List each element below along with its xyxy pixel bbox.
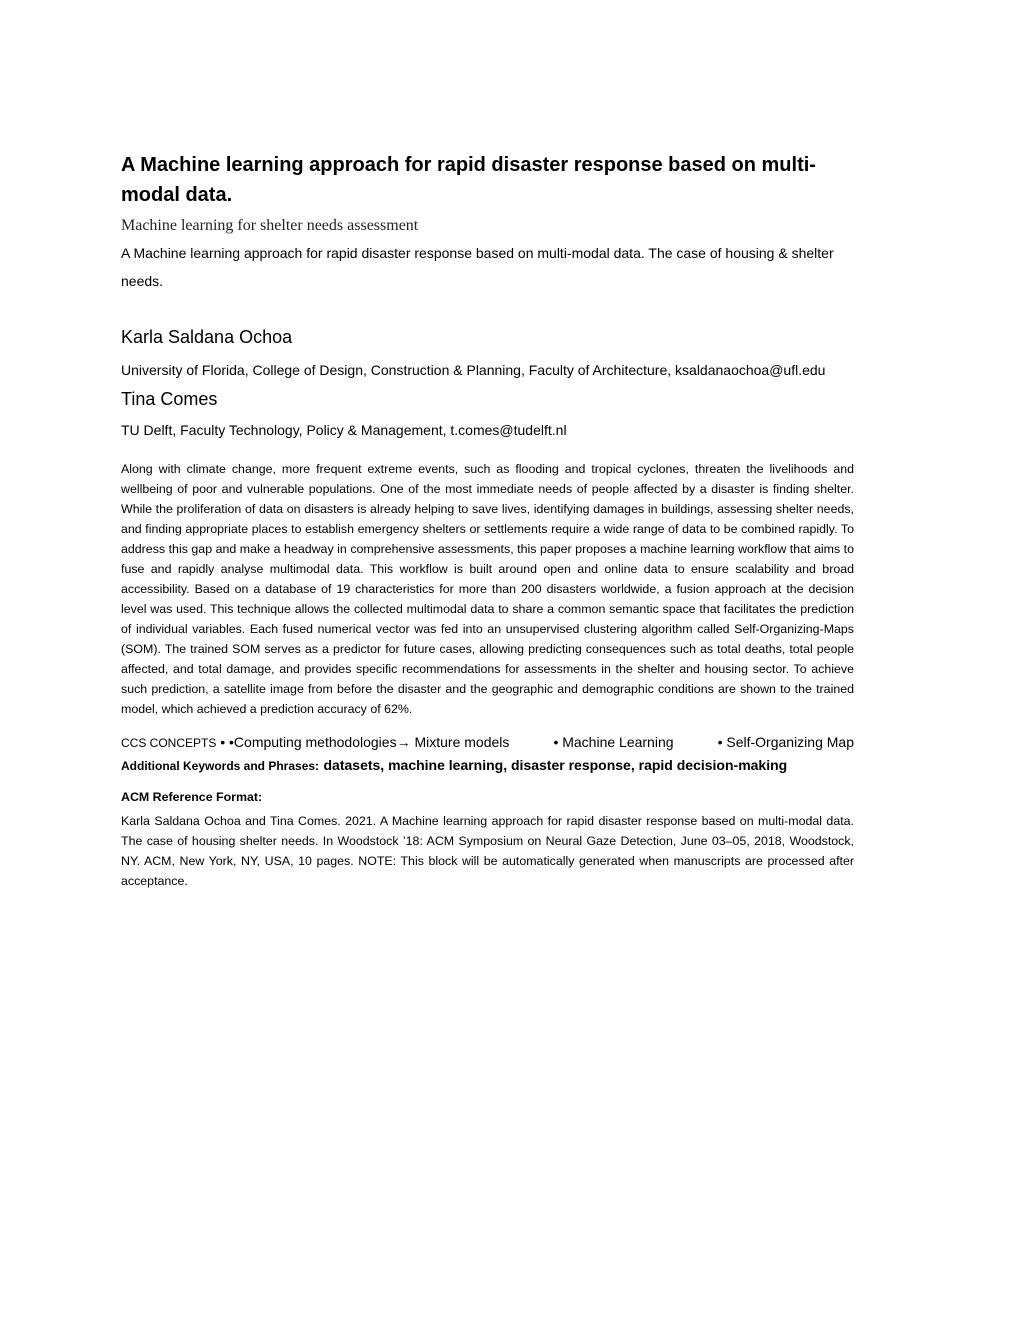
- ccs-group: [121, 731, 509, 754]
- abstract: Along with climate change, more frequent extreme events, such as flooding and tropical cyclones, threaten the livelihoods and wellbeing of poor and vulnerable populations. One of the most immediate needs of people affected by a disaster is finding shelter. While the proliferation of data on disasters is already helping to save lives, identifying damages in buildings, assessing shelter needs, and finding appropriate places to establish emergency shelters or settlements require a wide range of data to be combined rapidly. To address this gap and make a headway in comprehensive assessments, this paper proposes a machine learning workflow that aims to fuse and rapidly analyse multimodal data. This workflow is built around open and online data to ensure scalability and broad accessibility. Based on a database of 19 characteristics for more than 200 disasters worldwide, a fusion approach at the decision level was used. This technique allows the collected multimodal data to share a common semantic space that facilitates the prediction of individual variables. Each fused numerical vector was fed into an unsupervised clustering algorithm called Self-Organizing-Maps (SOM). The trained SOM serves as a predictor for future cases, allowing predicting consequences such as total deaths, total people affected, and total damage, and provides specific recommendations for assessments in the shelter and housing sector. To achieve such prediction, a satellite image from before the disaster and the geographic and demographic conditions are shown to the trained model, which achieved a prediction accuracy of 62%.: [121, 462, 854, 716]
- author-name: Tina Comes: [121, 389, 218, 409]
- keywords-label: Additional Keywords and Phrases:: [121, 759, 320, 773]
- author-block-1: [121, 325, 854, 383]
- ccs-concepts: [121, 731, 854, 754]
- paper-page: [121, 150, 854, 891]
- ccs-item: • Self-Organizing Map: [717, 734, 854, 750]
- additional-keywords: [121, 754, 854, 777]
- keywords-value: datasets, machine learning, disaster response, rapid decision-making: [323, 757, 788, 773]
- author-block-2: [121, 387, 854, 443]
- author-affiliation: University of Florida, College of Design, Construction & Planning, Faculty of Architecture, ksaldanaochoa@ufl.edu: [121, 362, 826, 378]
- paper-description: A Machine learning approach for rapid disaster response based on multi-modal data. The case of housing & shelter needs.: [121, 245, 834, 289]
- paper-title: A Machine learning approach for rapid disaster response based on multi-modal data.: [121, 154, 816, 206]
- acm-reference-heading: ACM Reference Format:: [121, 790, 263, 804]
- author-affiliation: TU Delft, Faculty Technology, Policy & Management, t.comes@tudelft.nl: [121, 422, 567, 438]
- paper-subtitle: Machine learning for shelter needs assessment: [121, 217, 419, 234]
- author-name: Karla Saldana Ochoa: [121, 327, 293, 347]
- ccs-label: CCS CONCEPTS: [121, 736, 217, 750]
- acm-reference-text: Karla Saldana Ochoa and Tina Comes. 2021. A Machine learning approach for rapid disaster response based on multi-modal data. The case of housing shelter needs. In Woodstock ’18: ACM Symposium on Neural Gaze Detection, June 03–05, 2018, Woodstock, NY. ACM, New York, NY, USA, 10 pages. NOTE: This block will be automatically generated when manuscripts are processed after acceptance.: [121, 814, 854, 888]
- ccs-item: • •Computing methodologies→ Mixture models: [220, 734, 510, 750]
- ccs-item: • Machine Learning: [553, 734, 674, 750]
